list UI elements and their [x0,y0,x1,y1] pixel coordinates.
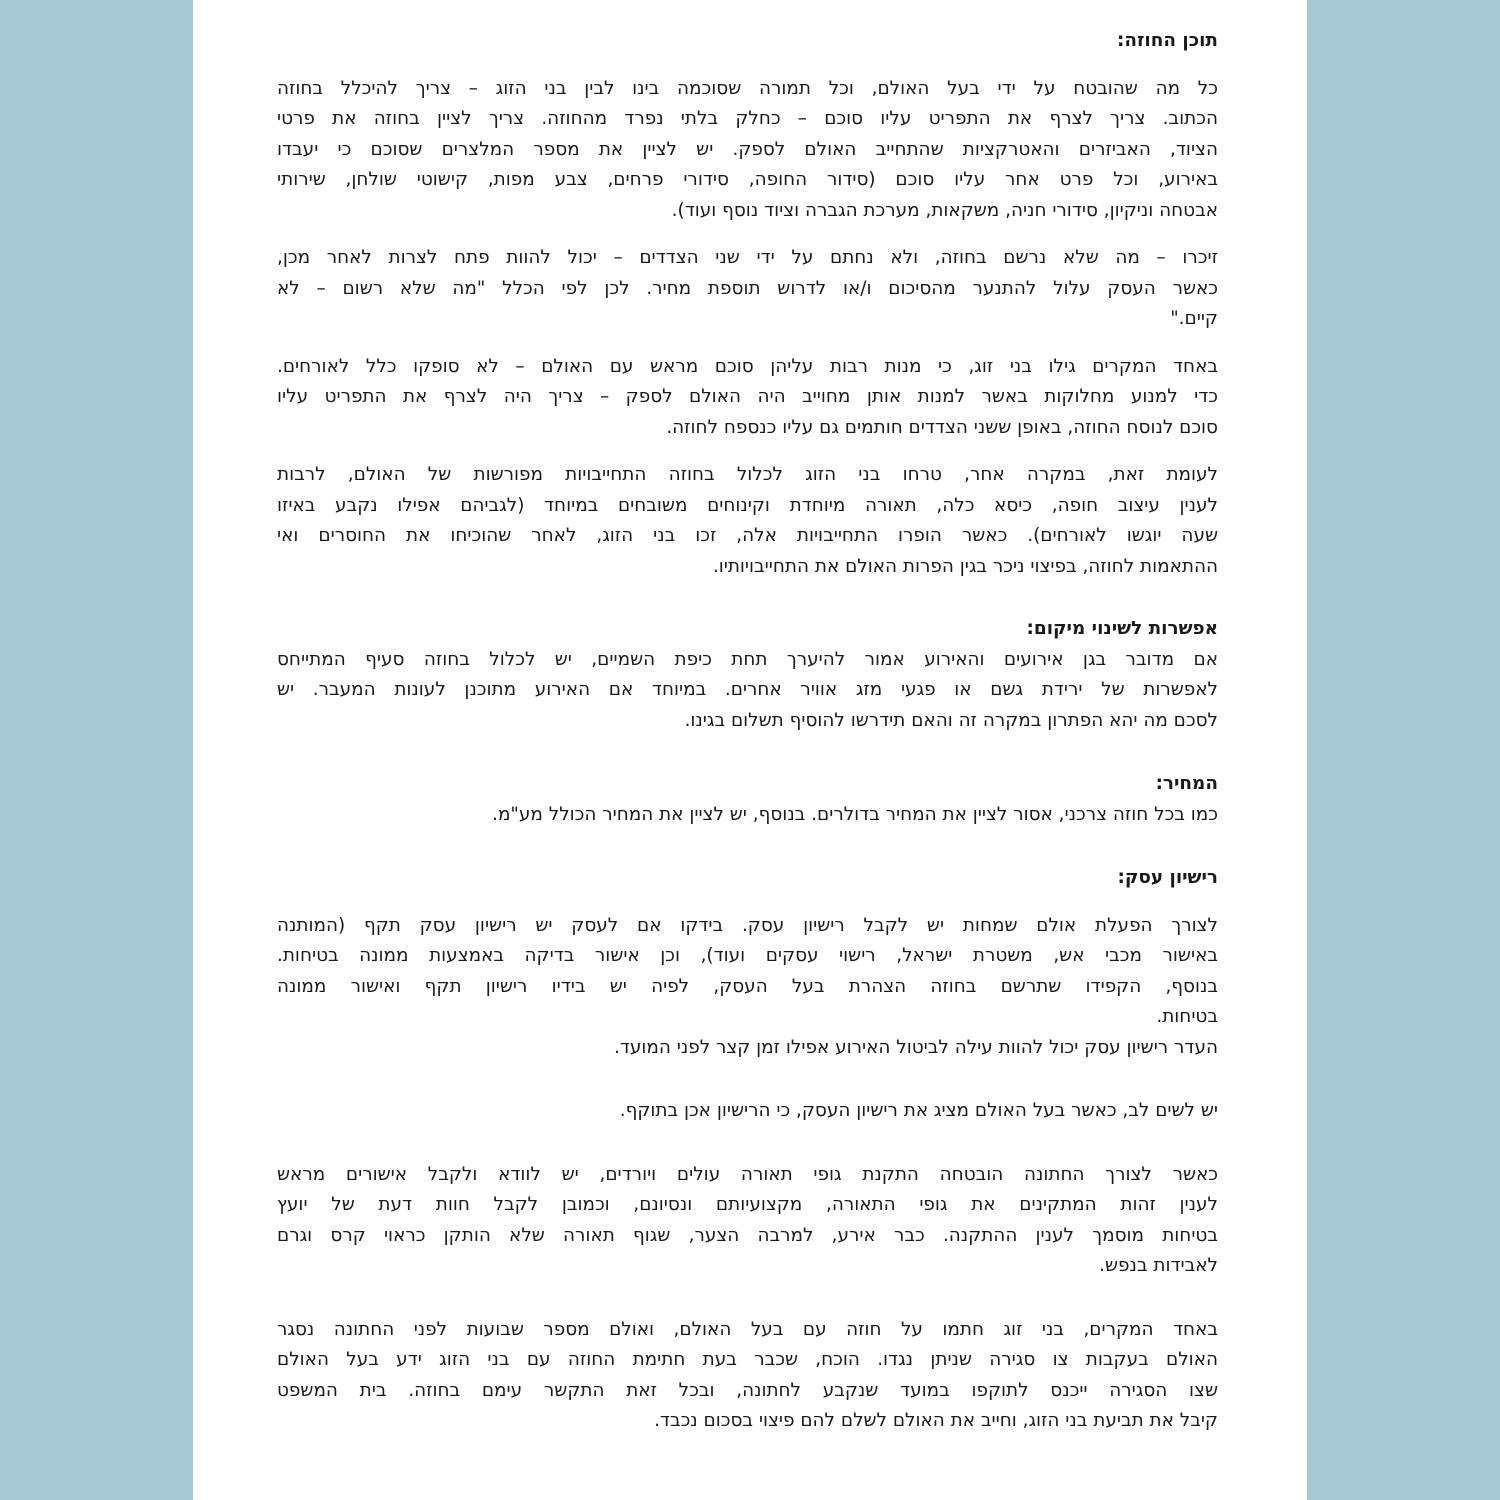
text-line: לענין זהות המתקינים את גופי התאורה, מקצועיותם ונסיונם, וכמובן לקבל חוות דעת של יועץ [277,1194,1218,1215]
text-line: אבטחה וניקיון, סידורי חניה, משקאות, מערכת הגברה וציוד נוסף ועוד). [671,199,1218,221]
text-line: באחד המקרים גילו בני זוג, כי מנות רבות עליהן סוכם מראש עם האולם – לא סופקו כלל לאורחים. [277,355,1218,377]
section-heading-price: המחיר: [1155,773,1218,794]
section-heading-business-license: רישיון עסק: [1117,867,1218,888]
text-line: לאפשרות של ירידת גשם או פגעי מזג אוויר אחרים. במיוחד אם האירוע מתוכנן לעונות המעבר. יש [277,679,1218,700]
text-line: בנוסף, הקפידו שתרשם בחוזה הצהרת בעל העסק, לפיה יש בידיו רישיון תקף ואישור ממונה [277,975,1218,997]
text-line: זיכרו – מה שלא נרשם בחוזה, ולא נחתם על ידי שני הצדדים – יכול להוות פתח לצרות לאחר מכן, [277,247,1218,268]
text-line: יש לשים לב, כאשר בעל האולם מציג את רישיון העסק, כי הרישיון אכן בתוקף. [619,1100,1218,1121]
text-line: העדר רישיון עסק יכול להוות עילה לביטול האירוע אפילו זמן קצר לפני המועד. [613,1036,1218,1058]
paragraph [277,243,1218,335]
text-line: לצורך הפעלת אולם שמחות יש לקבל רישיון עסק. בידקו אם לעסק יש רישיון עסק תקף (המותנה [277,914,1218,936]
text-line: לאבידות בנפש. [1099,1255,1218,1276]
text-line: הציוד, האביזרים והאטרקציות שהתחייב האולם לספק. יש לציין את מספר המלצרים שסוכם כי יעבדו [277,138,1218,160]
document-content [277,26,1218,1437]
section-heading-location-change: אפשרות לשינוי מיקום: [1026,618,1218,639]
text-line: כאשר העסק עלול להתנער מהסיכום ו/או לדרוש תוספת מחיר. לכן לפי הכלל "מה שלא רשום – לא [277,277,1218,299]
text-line: לעומת זאת, במקרה אחר, טרחו בני הזוג לכלול בחוזה התחייבויות מפורשות של האולם, לרבות [277,464,1218,485]
text-line: ההתאמות לחוזה, בפיצוי ניכר בגין הפרות האולם את התחייבויותיו. [712,555,1218,577]
text-line: כאשר לצורך החתונה הובטחה התקנת גופי תאורה עולים ויורדים, יש לוודא ולקבל אישורים מראש [277,1163,1218,1185]
paragraph [277,911,1218,1064]
paragraph [277,800,1218,831]
text-line: כדי למנוע מחלוקות באשר למנות אותן מחוייב היה האולם לספק – צריך היה לצרף את התפריט עליו [277,386,1218,407]
text-line: סוכם לנוסח החוזה, באופן ששני הצדדים חותמים גם עליו כנספח לחוזה. [666,416,1218,438]
paragraph [277,74,1218,227]
text-line: בטיחות מוסמך לענין ההתקנה. כבר אירע, למרבה הצער, שגוף תאורה שלא הותקן כראוי קרס וגרם [277,1224,1218,1246]
text-line: באירוע, וכל פרט אחר עליו סוכם (סידור החופה, סידורי פרחים, צבע מפות, קישוטי שולחן, שירותי [277,169,1218,190]
text-line: הכתוב. צריך לצרף את התפריט עליו סוכם – כחלק בלתי נפרד מהחוזה. צריך לציין בחוזה את פרטי [277,108,1218,129]
text-line: לסכם מה יהא הפתרון במקרה זה והאם תידרשו להוסיף תשלום בגינו. [684,709,1218,731]
paragraph [277,1096,1218,1127]
text-line: קיים." [1170,308,1218,329]
paragraph [277,352,1218,444]
text-line: לענין עיצוב חופה, כיסא כלה, תאורה מיוחדת וקינוחים משובחים במיוחד (לגביהם אפילו נקבע באיזו [277,494,1218,516]
paragraph [277,645,1218,737]
text-line: באישור מכבי אש, משטרת ישראל, רישוי עסקים ועוד), וכן אישור בדיקה באמצעות ממונה בטיחות. [277,945,1218,966]
text-line: שעה יוגשו לאורחים). כאשר הופרו התחייבויות אלה, זכו בני הזוג, לאחר שהוכיחו את החוסרים ואי [277,525,1218,546]
text-line: כל מה שהובטח על ידי בעל האולם, וכל תמורה שסוכמה בינו לבין בני הזוג – צריך להיכלל בחוזה [277,77,1218,99]
paragraph [277,1315,1218,1437]
paragraph [277,460,1218,582]
text-line: אם מדובר בגן אירועים והאירוע אמור להיערך תחת כיפת השמיים, יש לכלול בחוזה סעיף המתייחס [277,648,1218,670]
paragraph [277,1160,1218,1282]
text-line: בטיחות. [1156,1006,1218,1027]
section-heading-contract-content: תוכן החוזה: [1117,30,1218,51]
text-line: כמו בכל חוזה צרכני, אסור לציין את המחיר בדולרים. בנוסף, יש לציין את המחיר הכולל מע"מ. [492,803,1218,825]
text-line: באחד המקרים, בני זוג חתמו על חוזה עם בעל האולם, ואולם מספר שבועות לפני החתונה נסגר [277,1318,1218,1340]
text-line: האולם בעקבות צו סגירה שניתן נגדו. הוכח, שכבר בעת חתימת החוזה עם בני הזוג ידע בעל האולם [277,1349,1218,1370]
text-line: קיבל את תביעת בני הזוג, וחייב את האולם לשלם להם פיצוי בסכום נכבד. [654,1410,1218,1431]
document-page [193,0,1307,1500]
text-line: שצו הסגירה ייכנס לתוקפו במועד שנקבע לחתונה, ובכל זאת התקשר עימם בחוזה. בית המשפט [277,1379,1218,1401]
